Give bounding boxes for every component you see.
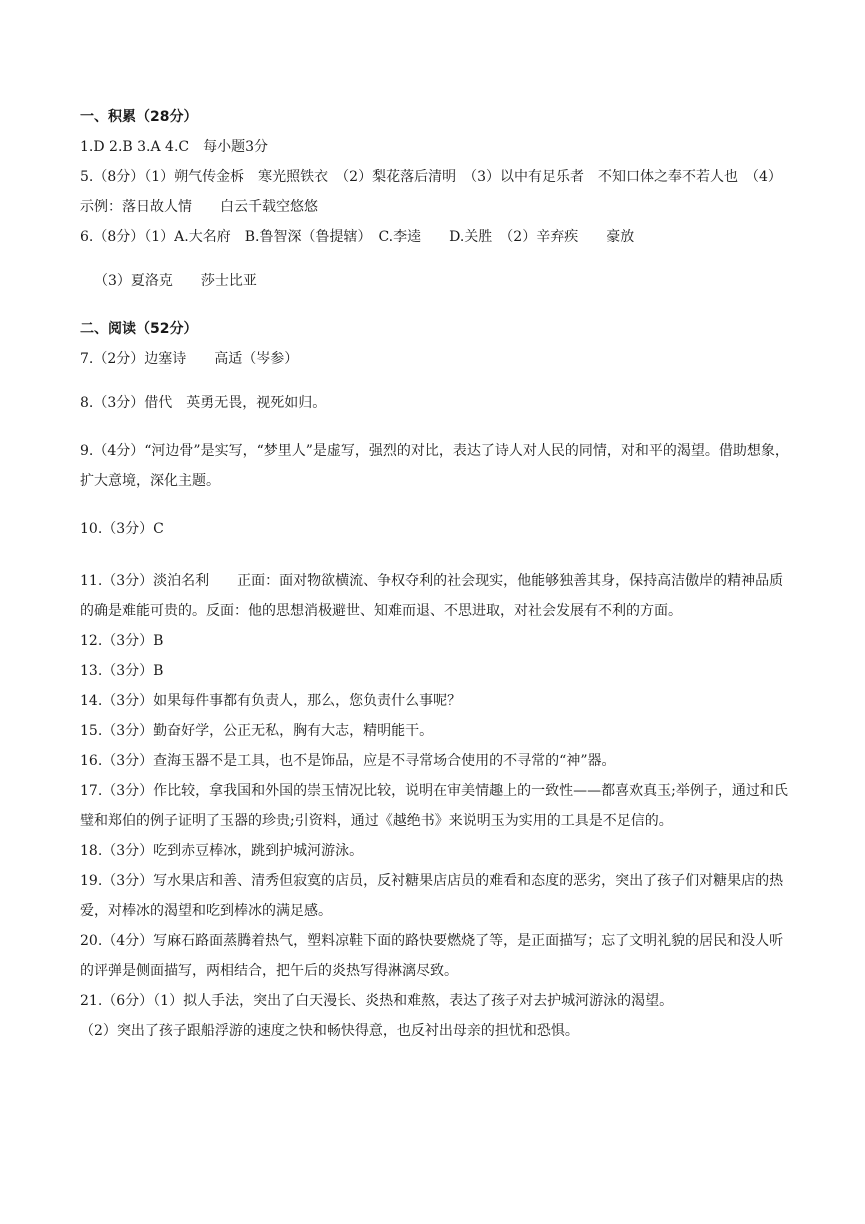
answer-line-16: 16.（3分）查海玉器不是工具，也不是饰品，应是不寻常场合使用的不寻常的“神”器。 <box>80 753 616 769</box>
answer-line-1-4: 1.D 2.B 3.A 4.C 每小题3分 <box>80 139 269 155</box>
answer-line-19: 19.（3分）写水果店和善、清秀但寂寞的店员，反衬糖果店店员的难看和态度的恶劣，突出了孩子们对糖果店的热爱，对棒冰的渴望和吃到棒冰的满足感。 <box>80 873 784 919</box>
answer-line-21-1: 21.（6分）（1）拟人手法，突出了白天漫长、炎热和难熬，表达了孩子对去护城河游泳的渴望。 <box>80 993 674 1009</box>
section-title-reading: 二、阅读（52分） <box>80 321 198 337</box>
answer-sheet <box>80 102 790 1046</box>
answer-line-21-2: （2）突出了孩子跟船浮游的速度之快和畅快得意，也反衬出母亲的担忧和恐惧。 <box>80 1023 579 1039</box>
answer-line-11: 11.（3分）淡泊名利 正面：面对物欲横流、争权夺利的社会现实，他能够独善其身，保持高洁傲岸的精神品质的确是难能可贵的。反面：他的思想消极避世、知难而退、不思进取，对社会发展有不利的方面。 <box>80 573 784 619</box>
answer-line-6: 6.（8分）（1）A.大名府 B.鲁智深（鲁提辖） C.李逵 D.关胜 （2）辛弃疾 豪放 <box>80 229 635 245</box>
answer-line-6-3: （3）夏洛克 莎士比亚 <box>94 273 257 289</box>
answer-line-20: 20.（4分）写麻石路面蒸腾着热气，塑料凉鞋下面的路快要燃烧了等，是正面描写；忘了文明礼貌的居民和没人听的评弹是侧面描写，两相结合，把午后的炎热写得淋漓尽致。 <box>80 933 784 979</box>
answer-line-17: 17.（3分）作比较，拿我国和外国的崇玉情况比较，说明在审美情趣上的一致性——都喜欢真玉;举例子，通过和氏璧和郑伯的例子证明了玉器的珍贵;引资料，通过《越绝书》来说明玉为实用的工具是不足信的。 <box>80 783 788 829</box>
section-title-accumulation: 一、积累（28分） <box>80 109 198 125</box>
answer-line-15: 15.（3分）勤奋好学，公正无私，胸有大志，精明能干。 <box>80 723 434 739</box>
answer-line-5: 5.（8分）（1）朔气传金柝 寒光照铁衣 （2）梨花落后清明 （3）以中有足乐者 不知口体之奉不若人也 （4）示例：落日故人情 白云千载空悠悠 <box>80 169 782 215</box>
answer-line-7: 7.（2分）边塞诗 高适（岑参） <box>80 351 299 367</box>
answer-line-10: 10.（3分）C <box>80 521 164 537</box>
answer-line-18: 18.（3分）吃到赤豆棒冰，跳到护城河游泳。 <box>80 843 364 859</box>
answer-line-14: 14.（3分）如果每件事都有负责人，那么，您负责什么事呢？ <box>80 693 462 709</box>
answer-line-9: 9.（4分）“河边骨”是实写，“梦里人”是虚写，强烈的对比，表达了诗人对人民的同情，对和平的渴望。借助想象，扩大意境，深化主题。 <box>80 443 789 489</box>
answer-line-13: 13.（3分）B <box>80 663 164 679</box>
answer-line-12: 12.（3分）B <box>80 633 164 649</box>
answer-line-8: 8.（3分）借代 英勇无畏，视死如归。 <box>80 395 327 411</box>
